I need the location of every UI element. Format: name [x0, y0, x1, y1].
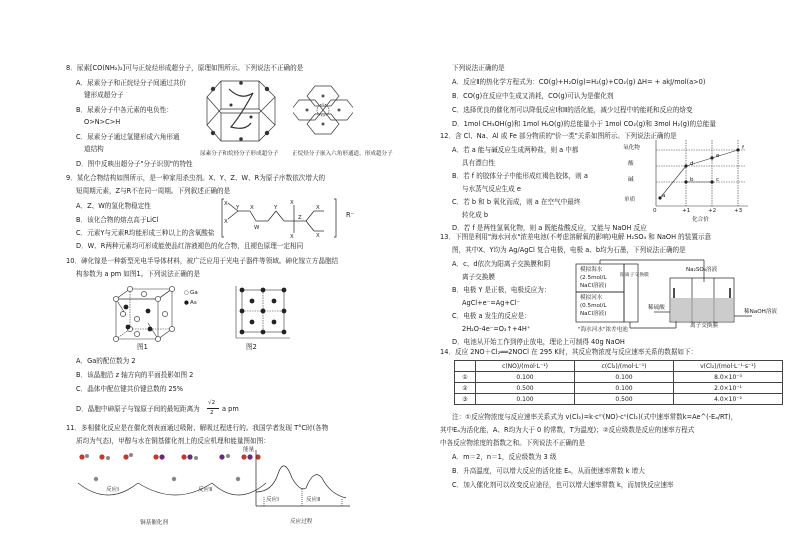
table-header-row [455, 361, 783, 372]
q13-option-a-line2: 离子交换膜 [462, 273, 495, 281]
table-cell: 4.0×10⁻² [674, 394, 783, 405]
table-cell: 0.100 [476, 372, 575, 383]
q12-option-a-line2: 具有漂白性 [462, 159, 495, 167]
chart-x-title: 化合价 [692, 217, 709, 223]
q10-option-a: A．Ga的配位数为 2 [76, 357, 136, 365]
rate-data-table [454, 360, 783, 405]
q12-option-b-line2: 与水蒸气反应生成 e [462, 185, 521, 193]
table-cell: 0.500 [476, 383, 575, 394]
na2so4-label: Na₂SO₄溶液 [686, 267, 718, 273]
q10-stem-line2: 构参数为 a pm 如图1。下列说法正确的是 [76, 270, 201, 278]
table-cell: 0.100 [575, 383, 674, 394]
riverwater-solution: NaCl溶液) [580, 311, 607, 317]
chart-row-acid: 酸 [628, 161, 634, 167]
chart-tick-1: +1 [682, 208, 691, 214]
q8-option-d: D．图中反映出超分子"分子识别"的特性 [76, 160, 193, 168]
q11-stem-line1: 11．多相催化反应是在催化剂表面通过吸附、解吸过程进行的。我国学者发现 T°C时(各物 [66, 424, 329, 432]
chart-tick-2: +2 [708, 208, 717, 214]
energy-axis-label: 能量 [243, 447, 255, 453]
q8-option-b-line2: O>N>C>H [84, 118, 121, 126]
q10-option-b: B．该晶胞沿 z 轴方向的平面投影如图 2 [76, 371, 194, 379]
point-c: c [716, 177, 720, 183]
svg-text:X: X [290, 200, 294, 206]
svg-text:W: W [254, 225, 260, 231]
q9-structure-figure [220, 197, 342, 239]
reaction-process-label: 反应过程 [290, 519, 313, 525]
svg-text:Z: Z [298, 215, 302, 221]
honeycomb-figure [293, 82, 353, 140]
table-row [455, 372, 783, 383]
q9-option-b: B．该化合物的熔点高于LiCl [76, 216, 159, 224]
projection-figure [232, 284, 294, 342]
table-header: c(Cl₂)/(mol·L⁻¹) [575, 361, 674, 372]
gaas-unit-cell-figure [102, 285, 186, 343]
legend-as-symbol: ● [184, 300, 189, 306]
svg-text:Y: Y [236, 205, 240, 211]
q12-option-d: D．若 f 是两性氢氧化物，则 a 既能盐酸反应，又能与 NaOH 反应 [452, 224, 647, 232]
seawater-solution: NaCl溶液) [580, 283, 607, 289]
table-cell: 0.500 [575, 394, 674, 405]
point-e: e [716, 153, 720, 159]
q13-option-c-line2: 2H₂O-4e⁻=O₂↑+4H⁺ [462, 325, 531, 333]
q13-option-b-line1: B．电极 Y 是正极，电极反应为： [452, 286, 551, 294]
valence-class-chart [640, 136, 752, 216]
q8-option-b-line1: B．尿素分子中各元素的电负性： [76, 106, 173, 114]
q9-option-a: A．Z、W的氢化物稳定性 [76, 202, 151, 210]
dilute-h2so4-label: 稀硫酸 [648, 305, 665, 311]
point-b: b [690, 177, 694, 183]
table-header: c(NO)/(mol·L⁻¹) [476, 361, 575, 372]
q13-stem-line1: 13．下图是利用"海水河水"浓差电池(不考虑溶解氧的影响)电解 H₂SO₄ 和 NaOH 的装置示意 [440, 233, 712, 241]
q14-note-line1: 注：①反应物浓度与反应速率关系式为 v(Cl₂)=k·cᵐ(NO)·cⁿ(Cl₂)(式中速率常数k=Ae^(-Eₐ/RT)， [452, 413, 738, 421]
svg-text:X: X [250, 205, 254, 211]
q11-option-d: D．1mol CH₃OH(g)和 1mol H₂O(g)的总能量小于 1mol CO₂(g)和 3mol H₂(g)的总能量 [452, 120, 716, 128]
table-cell: ③ [455, 394, 476, 405]
q12-option-c-line2: 转化成 b [462, 211, 489, 219]
q13-option-c-line1: C．电极 a 发生的反应是： [452, 312, 531, 320]
q10-option-d-denominator: 2 [210, 410, 214, 416]
q10-option-d-suffix: a pm [222, 405, 239, 413]
legend-ga-label: Ga [190, 290, 198, 296]
q8-option-c-line1: C．尿素分子通过氢键形成六角形通 [76, 133, 180, 141]
table-cell: 0.100 [476, 394, 575, 405]
dilute-naoh-label: 稀NaOH溶液 [744, 309, 778, 315]
q10-stem-line1: 10．砷化镓是一种新型光电半导体材料，被广泛应用于光电子器件等领域。砷化镓立方晶胞结 [66, 257, 339, 265]
point-f: f [742, 145, 744, 151]
table-row [455, 383, 783, 394]
q11-option-c: C．选择优良的催化剂可以降低反应Ⅰ和Ⅱ的活化能，减少过程中的能耗和反应的焓变 [452, 106, 693, 114]
q9-charge-label: R⁻ [346, 211, 355, 219]
table-header [455, 361, 476, 372]
seawater-conc: (2.5mol/L [580, 275, 607, 281]
q12-option-a-line1: A．若 a 能与碱反应生成两种盐，则 a 中都 [452, 146, 579, 154]
q11-intro: 下列说法正确的是 [452, 64, 505, 72]
q9-option-c: C．元素Y与元素R均能形成三种以上的含氧酸盐 [76, 229, 215, 237]
q14-note-line2: 其中Eₐ为活化能，A、R均为大于 0 的常数，T为温度)；②反应级数是反应的速率方程式 [440, 426, 695, 434]
q13-option-b-line2: AgCl+e⁻=Ag+Cl⁻ [462, 299, 520, 307]
riverwater-label: 模拟河水 [580, 295, 603, 301]
q14-option-c: C．加入催化剂可以改变反应途径，也可以增大速率常数 k，而加快反应速率 [452, 481, 674, 489]
q12-option-c-line1: C．若 b 和 b 氧化而成，则 a 在空气中最终 [452, 198, 581, 206]
energy-diagram [244, 448, 354, 518]
q8-option-a-line2: 键形成超分子 [84, 91, 124, 99]
svg-text:Y: Y [274, 205, 278, 211]
q8-figure1-caption: 尿素分子和烷烃分子形成超分子 [200, 151, 279, 157]
q10-option-d-prefix: D．晶胞中砷原子与镓原子间的最短距离为 [76, 405, 200, 413]
q8-option-a-line1: A．尿素分子和正烷烃分子间通过共价 [76, 79, 187, 87]
table-cell: 2.0×10⁻¹ [674, 383, 783, 394]
chart-row-oxide: 氧化物 [623, 145, 640, 151]
q8-option-c-line2: 道结构 [84, 145, 104, 153]
svg-text:X: X [224, 219, 228, 225]
cation-membrane-label: 阳离子交换膜 [620, 273, 649, 278]
legend-as-label: As [190, 300, 197, 306]
q10-option-d-numerator: √2 [208, 400, 216, 406]
figure-1-label: 图1 [137, 343, 148, 351]
table-cell: ② [455, 383, 476, 394]
q13-option-a-line1: A．c、d依次为阳离子交换膜和阴 [452, 260, 551, 268]
energy-r2-label: 反应Ⅱ [306, 497, 320, 503]
svg-text:X: X [224, 201, 228, 207]
figure-2-label: 图2 [246, 343, 257, 351]
catalyst-mechanism-figure [74, 449, 270, 511]
q11-option-b: B．CO(g)在反应中生成又消耗，CO(g)可认为是催化剂 [452, 92, 614, 100]
q14-stem: 14．反应 2NO＋Cl₂══2NOCl 在 295 K时，其反应物浓度与反应速率关系的数据如下： [440, 348, 698, 356]
riverwater-conc: (0.5mol/L [580, 303, 607, 309]
q8-stem: 8．尿素[CO(NH₂)₂]可与正烷烃形成超分子，原理如图所示。下列说法不正确的是 [66, 64, 304, 72]
svg-text:X: X [316, 205, 320, 211]
svg-text:X: X [290, 234, 294, 239]
point-a: a [662, 193, 666, 199]
q12-stem: 12．含 Cl、Na、Al 或 Fe 部分物质的"价一类"关系如图所示。下列说法正确的是 [440, 132, 677, 140]
q11-stem-line2: 质均为气态)，甲醇与水在铜基催化剂上的反应机理和能量图如图： [76, 437, 270, 445]
q14-option-b: B．升高温度，可以增大反应的活化能 Eₐ，从而使速率常数 k 增大 [452, 467, 645, 475]
q11-option-a: A．反应Ⅱ的热化学方程式为：CO(g)+H₂O(g)=H₂(g)+CO₂(g) ΔH= + akJ/mol(a>0) [452, 78, 706, 86]
q9-stem-line2: 短周期元素，Z与R不在同一周期。下列叙述正确的是 [76, 187, 231, 195]
q9-stem-line1: 9．某化合物结构如图所示，是一种家用杀虫剂。X、Y、Z、W、R为原子序数依次增大的 [66, 174, 326, 182]
table-cell: 0.100 [575, 372, 674, 383]
chart-tick-3: +3 [734, 208, 743, 214]
q9-option-d: D．W、R两种元素均可形成能使品红溶液褪色的化合物，且褪色原理一定相同 [76, 242, 304, 250]
concentration-cell-caption: "海水河水"浓差电池 [578, 327, 628, 333]
table-cell: ① [455, 372, 476, 383]
chart-row-base: 碱 [628, 177, 634, 183]
q12-option-b-line1: B．若 f 的胶体分子中能形成红褐色胶体，则 a [452, 172, 588, 180]
catalyst-label: 铜基催化剂 [140, 520, 168, 526]
q8-figure2-caption: 正烷烃分子嵌入六角形通道，形成超分子 [292, 151, 393, 157]
legend-ga-symbol: ○ [184, 290, 189, 296]
table-header: v(Cl₂)/(mol·L⁻¹·s⁻¹) [674, 361, 783, 372]
chart-tick-0: 0 [653, 208, 657, 214]
table-cell: 8.0×10⁻³ [674, 372, 783, 383]
seawater-label: 模拟海水 [580, 267, 603, 273]
point-d: d [690, 161, 694, 167]
energy-r1-label: 反应Ⅰ [266, 497, 279, 503]
q13-stem-line2: 图，其中X、Y均为 Ag/AgCl 复合电极，电极 a、b均为石墨，下列说法正确的是 [452, 246, 686, 254]
q13-option-d: D．电池从开始工作到停止放电，理论上可制得 40g NaOH [452, 338, 625, 346]
q14-option-a: A．m＝2，n＝1，反应级数为 3 级 [452, 453, 557, 461]
chart-row-element: 单质 [624, 197, 636, 203]
mech-step1-label: 反应Ⅰ [106, 487, 119, 493]
svg-text:X: X [316, 233, 320, 239]
table-row [455, 394, 783, 405]
ion-membrane-label: 离子交换膜 [690, 323, 718, 329]
urea-channel-figure [201, 75, 286, 147]
q10-option-c: C．晶体中配位键共价键总数的 25% [76, 385, 184, 393]
mech-step2-label: 反应Ⅱ [198, 487, 212, 493]
q14-note-line3: 中各反应物浓度的指数之和。下列说法不正确的是 [440, 439, 586, 447]
